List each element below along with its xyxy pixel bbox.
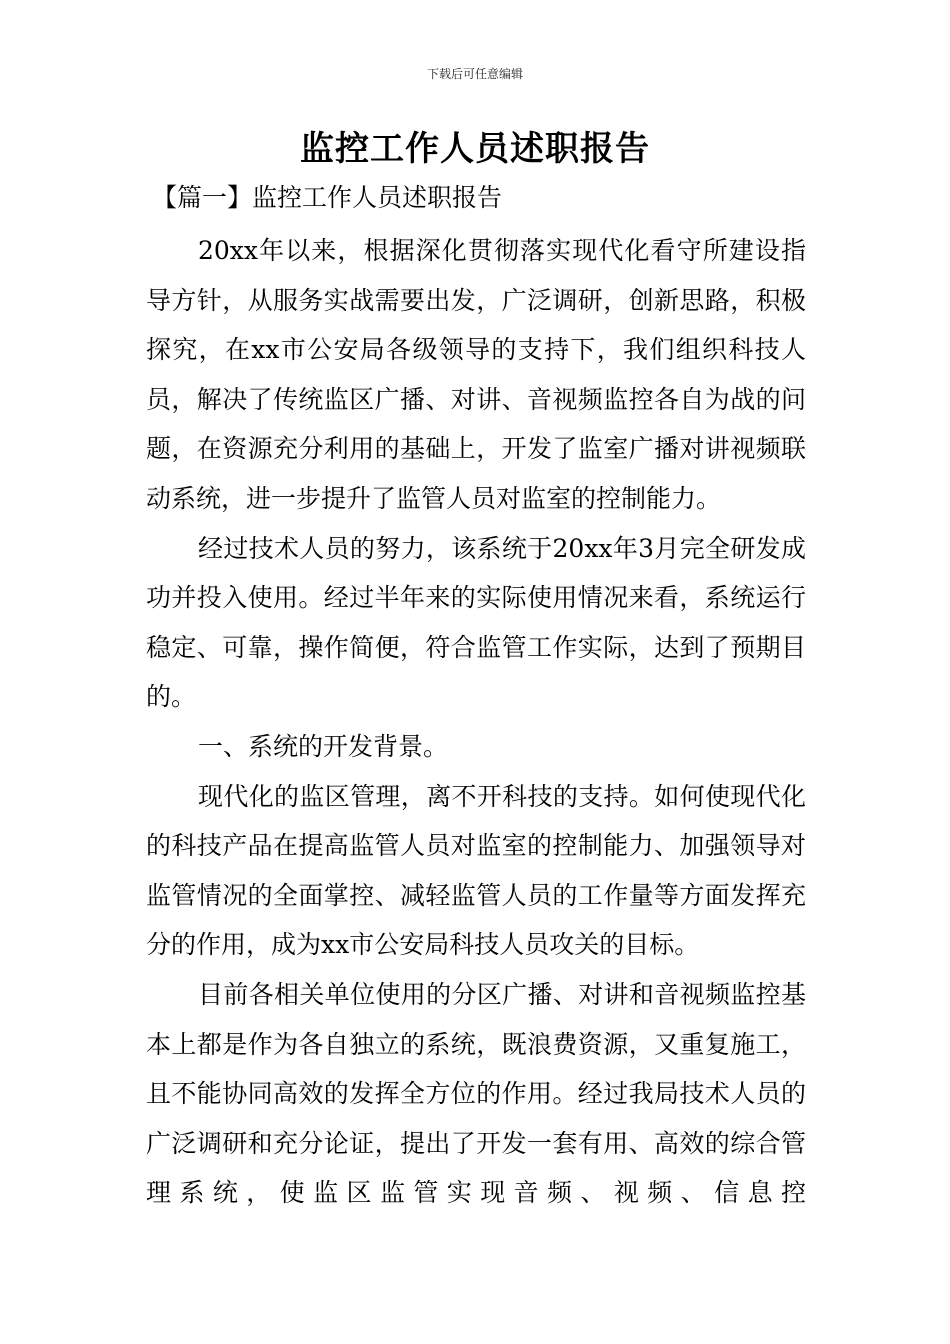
section-heading: 【篇一】监控工作人员述职报告 bbox=[152, 183, 503, 212]
paragraph: 目前各相关单位使用的分区广播、对讲和音视频监控基本上都是作为各自独立的系统，既浪费资源，又重复施工，且不能协同高效的发挥全方位的作用。经过我局技术人员的广泛调研和充分论证，提出了开发一套有用、高效的综合管理系统，使监区监管实现音频、视频、信息控 bbox=[146, 979, 806, 1208]
paragraph: 现代化的监区管理，离不开科技的支持。如何使现代化的科技产品在提高监管人员对监室的控制能力、加强领导对监管情况的全面掌控、减轻监管人员的工作量等方面发挥充分的作用，成为xx市公安局科技人员攻关的目标。 bbox=[146, 781, 806, 960]
paragraph: 20xx年以来，根据深化贯彻落实现代化看守所建设指导方针，从服务实战需要出发，广泛调研，创新思路，积极探究，在xx市公安局各级领导的支持下，我们组织科技人员，解决了传统监区广播、对讲、音视频监控各自为战的问题，在资源充分利用的基础上，开发了监室广播对讲视频联动系统，进一步提升了监管人员对监室的控制能力。 bbox=[146, 236, 806, 513]
paragraph: 一、系统的开发背景。 bbox=[198, 731, 449, 761]
document-body bbox=[146, 226, 806, 1218]
paragraph: 经过技术人员的努力，该系统于20xx年3月完全研发成功并投入使用。经过半年来的实际使用情况来看，系统运行稳定、可靠，操作简便，符合监管工作实际，达到了预期目的。 bbox=[146, 533, 806, 712]
document-title: 监控工作人员述职报告 bbox=[300, 129, 650, 169]
header-note: 下载后可任意编辑 bbox=[426, 67, 523, 81]
